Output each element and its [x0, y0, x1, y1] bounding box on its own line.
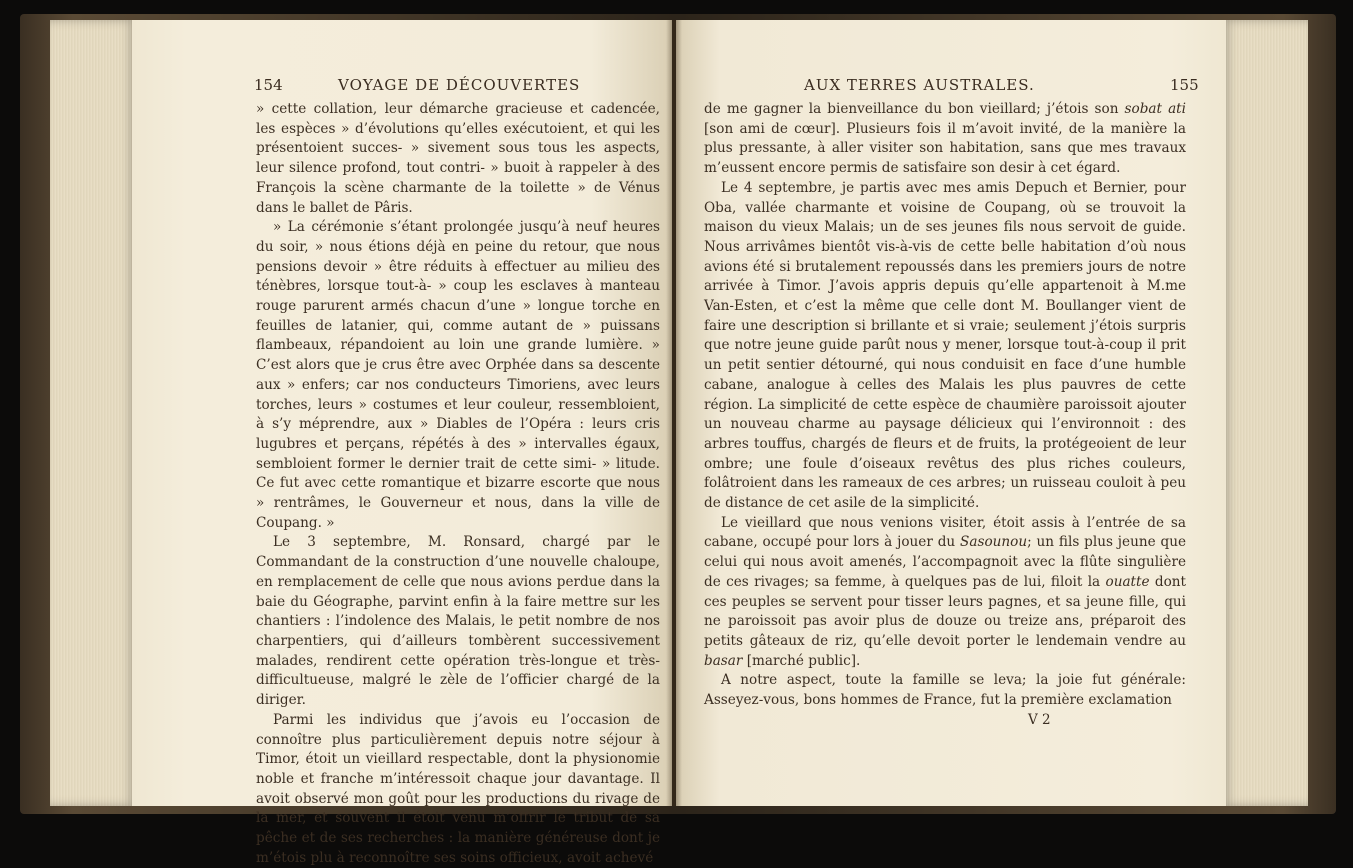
- left-page: [132, 20, 672, 866]
- left-page-number: 154: [254, 76, 283, 94]
- italic-term: Sasounou: [960, 534, 1028, 551]
- left-paragraph-4: Parmi les individus que j’avois eu l’occasion de connoître plus particulièrement depuis notre séjour à Timor, étoit un vieillard respectable, dont la physionomie noble et franche m’intéressoit chaque jour davantage. Il avoit observé mon goût pour les productions du rivage de la mer, et souvent il étoit venu m’offrir le tribut de sa pêche et de ses recherches : la manière généreuse dont je m’étois plu à reconnoître ses soins officieux, avoit achevé: [256, 711, 660, 866]
- signature-mark: V 2: [1028, 712, 1051, 728]
- right-running-head: AUX TERRES AUSTRALES.: [804, 76, 1035, 94]
- right-page-number: 155: [1170, 76, 1199, 94]
- italic-term: sobat ati: [1124, 101, 1186, 117]
- right-paragraph-3: [704, 514, 1186, 672]
- right-page-text: [704, 100, 1186, 711]
- right-paragraph-2: Le 4 septembre, je partis avec mes amis Depuch et Bernier, pour Oba, vallée charmante et voisine de Coupang, où se trouvoit la maison du vieux Malais; un de ses jeunes fils nous servoit de guide. Nous arrivâmes bientôt vis-à-vis de cette belle habitation d’où nous avions été si brutalement repoussés dans les premiers jours de notre arrivée à Timor. J’avois appris depuis qu’elle appartenoit à M.me Van-Esten, et c’est la même que celle dont M. Boullanger vient de faire une description si brillante et si vraie; seulement j’étois surpris que notre jeune guide parût nous y mener, lorsque tout-à-coup il prit un petit sentier détourné, qui nous conduisit en face d’une humble cabane, analogue à celles des Malais les plus pauvres de cette région. La simplicité de cette espèce de chaumière paroissoit ajouter un nouveau charme au paysage délicieux qui l’environnoit : des arbres touffus, chargés de fleurs et de fruits, la protégeoient de leur ombre; une foule d’oiseaux revêtus des plus riches couleurs, folâtroient dans les rameaux de ces arbres; un ruisseau couloit à peu de distance de cet asile de la simplicité.: [704, 179, 1186, 512]
- left-page-text: [256, 100, 660, 868]
- left-running-head: VOYAGE DE DÉCOUVERTES: [338, 76, 581, 94]
- left-paragraph-3: Le 3 septembre, M. Ronsard, chargé par le Commandant de la construction d’une nouvelle chaloupe, en remplacement de celle que nous avions perdue dans la baie du Géographe, parvint enfin à la faire mettre sur les chantiers : l’indolence des Malais, le petit nombre de nos charpentiers, qui d’ailleurs tombèrent successivement malades, rendirent cette opération très-longue et très-difficultueuse, malgré le zèle de l’officier chargé de la diriger.: [256, 534, 660, 709]
- text-run: de me gagner la bienveillance du bon vieillard; j’étois son: [704, 101, 1125, 117]
- book-gutter: [666, 20, 682, 806]
- right-page: [676, 20, 1226, 806]
- right-page-edges: [1222, 20, 1308, 806]
- right-paragraph-4: A notre aspect, toute la famille se leva; la joie fut générale: Asseyez-vous, bons hommes de France, fut la première exclamation: [704, 672, 1186, 709]
- italic-term: basar: [704, 652, 743, 669]
- left-paragraph-1: » cette collation, leur démarche gracieuse et cadencée, les espèces » d’évolutions qu’elles exécutoient, et qui les présentoient succes- » sivement sous tous les aspects, leur silence profond, tout contri- » buoit à rappeler à des François la scène charmante de la toilette » de Vénus dans le ballet de Pâris.: [256, 101, 660, 216]
- left-paragraph-2: » La cérémonie s’étant prolongée jusqu’à neuf heures du soir, » nous étions déjà en peine du retour, que nous pensions devoir » être réduits à effectuer au milieu des ténèbres, lorsque tout-à- » coup les esclaves à manteau rouge parurent armés chacun d’une » longue torche en feuilles de latanier, qui, comme autant de » puissans flambeaux, répandoient au loin une grande lumière. » C’est alors que je crus être avec Orphée dans sa descente aux » enfers; car nos conducteurs Timoriens, avec leurs torches, leurs » costumes et leur couleur, ressembloient, à s’y méprendre, aux » Diables de l’Opéra : leurs cris lugubres et perçans, répétés à des » intervalles égaux, sembloient former le dernier trait de cette simi- » litude. Ce fut avec cette romantique et bizarre escorte que nous » rentrâmes, le Gouverneur et nous, dans la ville de Coupang. »: [256, 219, 660, 531]
- italic-term: ouatte: [1105, 573, 1150, 590]
- text-run: Le vieillard que nous venions visiter, étoit assis à l’entrée de sa cabane, occupé pour lors à jouer du: [704, 514, 1186, 551]
- text-run: [marché public].: [742, 652, 861, 669]
- left-page-edges: [50, 20, 136, 806]
- text-run: ; un fils plus jeune que celui qui nous avoit amenés, l’accompagnoit avec la flûte singulière de ces rivages; sa femme, à quelques pas de lui, filoit la: [704, 534, 1186, 590]
- text-run: [son ami de cœur]. Plusieurs fois il m’avoit invité, de la manière la plus pressante, à aller visiter son habitation, sans que mes travaux m’eussent encore permis de satisfaire son desir à cet égard.: [704, 120, 1186, 177]
- right-paragraph-1: [704, 100, 1186, 179]
- text-run: dont ces peuples se servent pour tisser leurs pagnes, et sa jeune fille, qui ne paroissoit pas avoir plus de douze ou treize ans, préparoit des petits gâteaux de riz, qu’elle devoit porter le lendemain vendre au: [704, 573, 1186, 649]
